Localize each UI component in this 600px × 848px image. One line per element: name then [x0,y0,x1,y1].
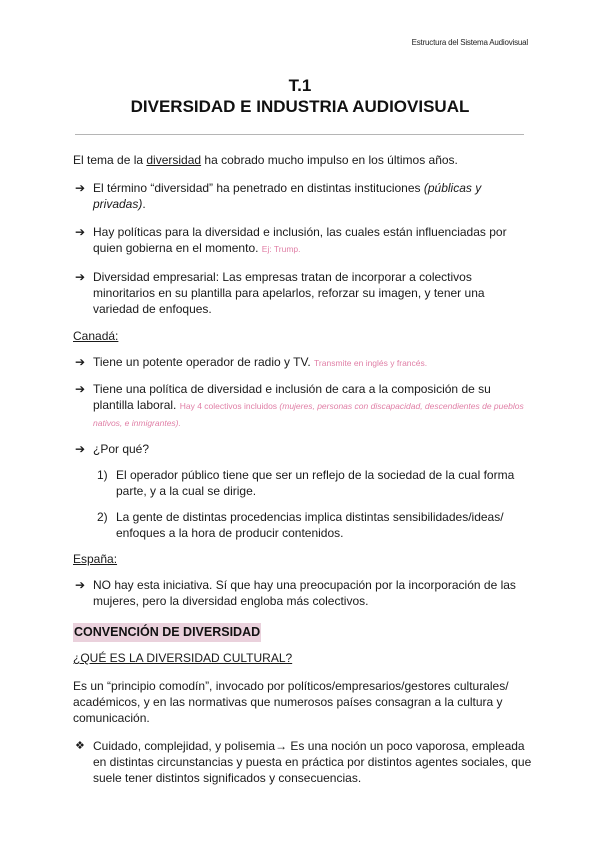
espana-heading: España: [73,552,118,566]
title-divider [75,134,524,135]
list-item-text: Tiene una política de diversidad e inclusión de cara a la composición de su plantilla laboral. [93,382,491,412]
pink-annotation: Transmite en inglés y francés. [314,358,428,368]
list-item [73,577,533,609]
list-item-tail: . [142,197,146,211]
arrow-bullet-icon: ➔ [75,355,86,369]
list-item [73,224,533,257]
list-item-text: Tiene un potente operador de radio y TV. [93,355,315,369]
numbered-item [73,509,533,541]
intro-text-start: El tema de la [73,153,147,167]
list-item [73,738,533,786]
list-item-text: El término “diversidad” ha penetrado en distintas instituciones [93,181,424,195]
numbered-item [73,467,533,499]
arrow-bullet-icon: ➔ [75,181,86,195]
list-item-text: Diversidad empresarial: Las empresas tratan de incorporar a colectivos minoritarios en su plantilla para apelarlos, reforzar su imagen, y tener una variedad de enfoques. [93,270,485,316]
pink-annotation: Hay 4 colectivos incluidos [179,401,280,411]
list-item [73,269,533,317]
section-paragraph: Es un “principio comodín”, invocado por políticos/empresarios/gestores culturales/ académicos, y en las normativas que numerosos países consagran a la cultura y comunicación. [73,679,509,725]
list-item-text: Hay políticas para la diversidad e inclusión, las cuales están influenciadas por quien gobierna en el momento. [93,225,507,255]
list-item-text: Cuidado, complejidad, y polisemia→ Es una noción un poco vaporosa, empleada en distintas circunstancias y puesta en práctica por distintos agentes sociales, que suele tener distintos significados y consecuencias. [93,739,532,785]
arrow-bullet-icon: ➔ [75,225,86,239]
pink-annotation: Ej: Trump. [261,244,301,254]
arrow-bullet-icon: ➔ [75,442,86,456]
document-title-number: T.1 [288,76,312,95]
item-number: 1) [97,468,108,482]
arrow-bullet-icon: ➔ [75,578,86,592]
list-item [73,381,533,431]
section-heading-wrap [73,623,533,642]
pink-annotation-italic: (mujeres, personas con discapacidad, descendientes de pueblos nativos, e inmigrantes). [93,401,524,428]
item-number: 2) [97,510,108,524]
list-item [73,354,533,371]
canada-heading: Canadá: [73,329,119,343]
list-item-text: NO hay esta iniciativa. Sí que hay una preocupación por la incorporación de las mujeres, pero la diversidad engloba más colectivos. [93,578,516,608]
numbered-item-text: El operador público tiene que ser un reflejo de la sociedad de la cual forma parte, y a la cual se dirige. [116,468,515,498]
intro-text-end: ha cobrado mucho impulso en los últimos años. [201,153,458,167]
list-item-text: ¿Por qué? [93,442,150,456]
section-subheading: ¿QUÉ ES LA DIVERSIDAD CULTURAL? [73,651,293,665]
list-item-italic: (públicas y privadas) [93,181,482,211]
arrow-bullet-icon: ➔ [75,382,86,396]
section-heading: CONVENCIÓN DE DIVERSIDAD [73,623,261,642]
document-body [73,152,533,786]
diamond-bullet-icon: ❖ [75,740,85,752]
list-item [73,180,533,212]
intro-paragraph [73,152,533,168]
intro-underlined-word: diversidad [146,153,202,167]
numbered-item-text: La gente de distintas procedencias implica distintas sensibilidades/ideas/ enfoques a la hora de producir contenidos. [116,510,504,540]
list-item [73,441,533,457]
arrow-bullet-icon: ➔ [75,270,86,284]
running-header: Estructura del Sistema Audiovisual [411,38,528,47]
document-title: DIVERSIDAD E INDUSTRIA AUDIOVISUAL [130,97,470,116]
